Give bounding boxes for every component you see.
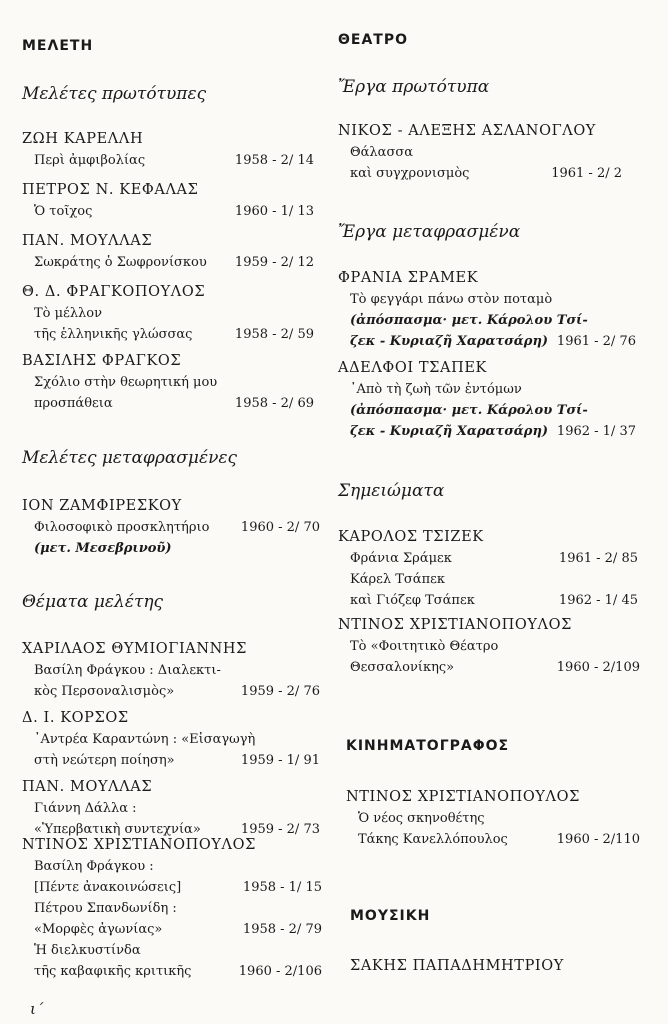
entry-issue-ref: 1961 - 2/ 85 bbox=[558, 551, 638, 566]
entry-issue-ref: 1958 - 1/ 15 bbox=[242, 880, 322, 895]
section-heading-meleti: ΜΕΛΕΤΗ bbox=[22, 38, 94, 54]
index-entry bbox=[338, 267, 636, 352]
entry-title: Σωκράτης ὁ Σωφρονίσκου bbox=[34, 255, 207, 270]
entry-title: Τὸ φεγγάρι πάνω στὸν ποταμὸ bbox=[350, 292, 553, 307]
entry-title: Ὁ νέος σκηνοθέτης bbox=[358, 811, 485, 826]
entry-title: «Ὑπερβατικὴ συντεχνία» bbox=[34, 822, 201, 837]
index-entry bbox=[22, 128, 314, 171]
index-entry bbox=[22, 179, 314, 222]
entry-issue-ref: 1959 - 1/ 91 bbox=[240, 753, 320, 768]
index-entry bbox=[338, 786, 640, 850]
entry-title: ᾿Αντρέα Καραντώνη : «Εἰσαγωγὴ bbox=[34, 732, 256, 747]
entry-issue-ref: 1960 - 1/ 13 bbox=[234, 204, 314, 219]
entry-issue-ref: 1962 - 1/ 45 bbox=[558, 593, 638, 608]
entry-author: ΣΑΚΗΣ ΠΑΠΑΔΗΜΗΤΡΙΟΥ bbox=[350, 958, 564, 974]
subheading-notes: Σημειώματα bbox=[338, 481, 445, 501]
entry-title: Γιάννη Δάλλα : bbox=[34, 801, 137, 816]
entry-issue-ref: 1961 - 2/ 76 bbox=[556, 334, 636, 349]
entry-title: καὶ συγχρονισμὸς bbox=[350, 166, 470, 181]
index-entry bbox=[22, 638, 320, 702]
entry-translator: (μετ. Μεσεβρινοῦ) bbox=[34, 541, 172, 556]
index-entry bbox=[338, 120, 622, 184]
entry-title: Θάλασσα bbox=[350, 145, 413, 160]
entry-title: Βασίλη Φράγκου : Διαλεκτι- bbox=[34, 663, 221, 678]
page-number: ι΄ bbox=[30, 1000, 44, 1018]
entry-title: Τὸ μέλλον bbox=[34, 306, 103, 321]
subheading-original-studies: Μελέτες πρωτότυπες bbox=[22, 84, 207, 104]
index-entry bbox=[338, 357, 636, 442]
entry-issue-ref: 1958 - 2/ 14 bbox=[234, 153, 314, 168]
entry-author: ΦΡΑΝΙΑ ΣΡΑΜΕΚ bbox=[338, 270, 479, 286]
entry-issue-ref: 1958 - 2/ 79 bbox=[242, 922, 322, 937]
subheading-original-plays: Ἔργα πρωτότυπα bbox=[338, 77, 490, 97]
index-entry bbox=[22, 350, 314, 414]
index-entry bbox=[22, 230, 314, 273]
entry-title: Περὶ ἀμφιβολίας bbox=[34, 153, 146, 168]
entry-author: Θ. Δ. ΦΡΑΓΚΟΠΟΥΛΟΣ bbox=[22, 284, 206, 300]
entry-issue-ref: 1959 - 2/ 76 bbox=[240, 684, 320, 699]
index-entry bbox=[22, 834, 322, 982]
entry-title: Τὸ «Φοιτητικὸ Θέατρο bbox=[350, 639, 499, 654]
entry-author: ΝΤΙΝΟΣ ΧΡΙΣΤΙΑΝΟΠΟΥΛΟΣ bbox=[346, 789, 580, 805]
entry-title: Τάκης Κανελλόπουλος bbox=[358, 832, 508, 847]
entry-translator: ζεκ - Κυριαζῆ Χαρατσάρη) bbox=[350, 334, 549, 349]
entry-issue-ref: 1958 - 2/ 69 bbox=[234, 396, 314, 411]
index-entry bbox=[338, 526, 638, 611]
entry-issue-ref: 1960 - 2/109 bbox=[556, 660, 640, 675]
section-heading-mousiki: ΜΟΥΣΙΚΗ bbox=[350, 908, 431, 924]
entry-title: Ὁ τοῖχος bbox=[34, 204, 93, 219]
entry-issue-ref: 1959 - 2/ 12 bbox=[234, 255, 314, 270]
entry-title: τῆς ἑλληνικῆς γλώσσας bbox=[34, 327, 193, 342]
entry-author: ΝΤΙΝΟΣ ΧΡΙΣΤΙΑΝΟΠΟΥΛΟΣ bbox=[22, 837, 256, 853]
entry-author: ΠΑΝ. ΜΟΥΛΛΑΣ bbox=[22, 779, 153, 795]
entry-title: Φιλοσοφικὸ προσκλητήριο bbox=[34, 520, 210, 535]
index-entry bbox=[338, 614, 640, 678]
entry-author: ΠΕΤΡΟΣ Ν. ΚΕΦΑΛΑΣ bbox=[22, 182, 199, 198]
subheading-study-topics: Θέματα μελέτης bbox=[22, 592, 164, 612]
entry-author: ΧΑΡΙΛΑΟΣ ΘΥΜΙΟΓΙΑΝΝΗΣ bbox=[22, 641, 248, 657]
index-entry bbox=[338, 955, 640, 977]
subheading-translated-studies: Μελέτες μεταφρασμένες bbox=[22, 448, 238, 468]
entry-issue-ref: 1958 - 2/ 59 bbox=[234, 327, 314, 342]
entry-title: [Πέντε ἀνακοινώσεις] bbox=[34, 880, 182, 895]
section-heading-kinimatografos: ΚΙΝΗΜΑΤΟΓΡΑΦΟΣ bbox=[346, 738, 510, 754]
entry-author: Δ. Ι. ΚΟΡΣΟΣ bbox=[22, 710, 129, 726]
entry-translator: (ἀπόσπασμα· μετ. Κάρολου Τσί- bbox=[350, 403, 588, 418]
entry-translator: (ἀπόσπασμα· μετ. Κάρολου Τσί- bbox=[350, 313, 588, 328]
subheading-translated-plays: Ἔργα μεταφρασμένα bbox=[338, 222, 521, 242]
entry-title: Ἡ διελκυστίνδα bbox=[34, 943, 141, 958]
entry-title: Πέτρου Σπανδωνίδη : bbox=[34, 901, 177, 916]
entry-title: τῆς καβαφικῆς κριτικῆς bbox=[34, 964, 192, 979]
entry-title: Φράνια Σράμεκ bbox=[350, 551, 452, 566]
entry-author: ΝΤΙΝΟΣ ΧΡΙΣΤΙΑΝΟΠΟΥΛΟΣ bbox=[338, 617, 572, 633]
entry-title: κὸς Περσοναλισμὸς» bbox=[34, 684, 175, 699]
entry-issue-ref: 1960 - 2/110 bbox=[556, 832, 640, 847]
entry-title: «Μορφὲς ἀγωνίας» bbox=[34, 922, 163, 937]
entry-issue-ref: 1962 - 1/ 37 bbox=[556, 424, 636, 439]
index-entry bbox=[22, 281, 314, 345]
entry-title: Κάρελ Τσάπεκ bbox=[350, 572, 445, 587]
entry-title: ᾿Απὸ τὴ ζωὴ τῶν ἐντόμων bbox=[350, 382, 522, 397]
entry-title: Θεσσαλονίκης» bbox=[350, 660, 455, 675]
entry-author: ΑΔΕΛΦΟΙ ΤΣΑΠΕΚ bbox=[338, 360, 487, 376]
entry-author: ΒΑΣΙΛΗΣ ΦΡΑΓΚΟΣ bbox=[22, 353, 182, 369]
entry-title: Σχόλιο στὴν θεωρητική μου bbox=[34, 375, 218, 390]
index-entry bbox=[22, 495, 320, 559]
entry-issue-ref: 1959 - 2/ 73 bbox=[240, 822, 320, 837]
entry-author: ΖΩΗ ΚΑΡΕΛΛΗ bbox=[22, 131, 144, 147]
index-entry bbox=[22, 776, 320, 840]
entry-translator: ζεκ - Κυριαζῆ Χαρατσάρη) bbox=[350, 424, 549, 439]
section-heading-theatro: ΘΕΑΤΡΟ bbox=[338, 32, 409, 48]
entry-title: καὶ Γιόζεφ Τσάπεκ bbox=[350, 593, 475, 608]
entry-title: Βασίλη Φράγκου : bbox=[34, 859, 154, 874]
entry-issue-ref: 1960 - 2/106 bbox=[238, 964, 322, 979]
entry-author: ΙΟΝ ΖΑΜΦΙΡΕΣΚΟΥ bbox=[22, 498, 182, 514]
entry-issue-ref: 1961 - 2/ 2 bbox=[551, 166, 622, 181]
entry-title: στὴ νεώτερη ποίηση» bbox=[34, 753, 175, 768]
index-entry bbox=[22, 707, 320, 771]
entry-author: ΠΑΝ. ΜΟΥΛΛΑΣ bbox=[22, 233, 153, 249]
entry-title: προσπάθεια bbox=[34, 396, 113, 411]
entry-issue-ref: 1960 - 2/ 70 bbox=[240, 520, 320, 535]
entry-author: ΚΑΡΟΛΟΣ ΤΣΙΖΕΚ bbox=[338, 529, 484, 545]
entry-author: ΝΙΚΟΣ - ΑΛΕΞΗΣ ΑΣΛΑΝΟΓΛΟΥ bbox=[338, 123, 596, 139]
